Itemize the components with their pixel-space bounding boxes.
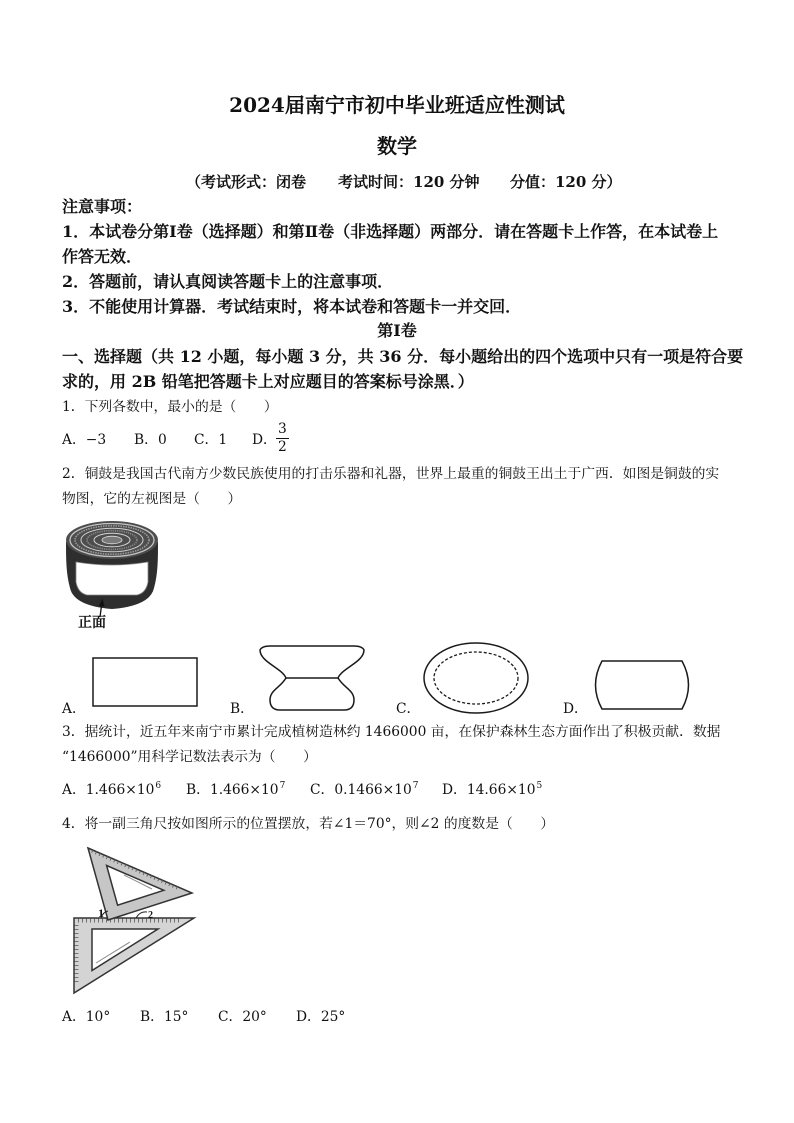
question-2-option-d: D．	[563, 701, 588, 717]
option-text: −3	[85, 432, 107, 448]
angle-1-label: 1	[98, 906, 104, 920]
option-exponent: 7	[279, 781, 286, 791]
lower-set-square	[74, 918, 194, 993]
question-4-option-b	[140, 1008, 188, 1026]
subject-title: 数学	[377, 134, 417, 158]
question-3-option-d	[442, 781, 542, 801]
question-2-option-c: C．	[396, 701, 421, 717]
question-1-option-b	[134, 431, 167, 449]
question-3-stem: 3．据统计，近五年来南宁市累计完成植树造林约 1466000 亩，在保护森林生态方面作出了积极贡献．数据	[62, 724, 721, 740]
option-base: 1.466×10	[209, 782, 279, 798]
exam-duration: 考试时间：120 分钟	[338, 173, 480, 191]
question-4-option-a	[62, 1008, 110, 1026]
option-text: 25°	[320, 1009, 346, 1025]
angle-2-arc	[136, 912, 147, 918]
notice-line: 1．本试卷分第Ⅰ卷（选择题）和第Ⅱ卷（非选择题）两部分．请在答题卡上作答，在本试卷上	[62, 222, 719, 241]
question-3-option-a	[62, 781, 161, 801]
question-3-stem: “1466000”用科学记数法表示为（ ）	[62, 749, 317, 765]
fraction-denominator: 2	[278, 439, 287, 455]
question-3-option-b	[186, 781, 285, 801]
fraction-numerator: 3	[278, 421, 287, 437]
exam-score: 分值：120 分）	[510, 173, 622, 191]
option-label: B．	[140, 1009, 164, 1025]
option-label: C．	[310, 782, 335, 798]
section-instruction: 一、选择题（共 12 小题，每小题 3 分，共 36 分．每小题给出的四个选项中只有一项是符合要	[62, 347, 744, 366]
exam-title: 2024届南宁市初中毕业班适应性测试	[229, 93, 565, 117]
option-label: B．	[186, 782, 210, 798]
question-1-option-c	[194, 431, 227, 449]
rectangle-view-icon	[92, 656, 200, 708]
hourglass-profile-view-icon	[256, 644, 368, 714]
option-text: 20°	[242, 1009, 267, 1025]
option-label: D．	[296, 1009, 321, 1025]
option-label: A．	[62, 1009, 86, 1025]
option-exponent: 5	[536, 781, 543, 791]
option-exponent: 6	[155, 781, 162, 791]
option-base: 1.466×10	[85, 782, 155, 798]
front-view-label: 正面	[78, 615, 106, 631]
option-exponent: 7	[412, 781, 419, 791]
ellipse-view-icon	[421, 641, 531, 715]
question-1-stem: 1．下列各数中，最小的是（ ）	[62, 399, 278, 415]
drum-front-panel	[76, 562, 148, 595]
question-2-stem: 2．铜鼓是我国古代南方少数民族使用的打击乐器和礼器，世界上最重的铜鼓王出土于广西．如图是铜鼓的实	[62, 466, 720, 482]
question-2-stem: 物图，它的左视图是（ ）	[62, 491, 242, 507]
section-instruction: 求的，用 2B 铅笔把答题卡上对应题目的答案标号涂黑．）	[62, 372, 474, 391]
option-base: 14.66×10	[466, 782, 536, 798]
exam-format: （考试形式：闭卷	[186, 173, 307, 191]
option-label: D．	[252, 432, 277, 448]
question-2-option-a: A．	[62, 701, 86, 717]
option-label: C．	[218, 1009, 243, 1025]
option-text: 15°	[163, 1009, 189, 1025]
bronze-drum-figure	[62, 518, 162, 618]
question-4-option-c	[218, 1008, 267, 1026]
option-label: A．	[62, 782, 86, 798]
angle-2-label: 2	[148, 910, 153, 921]
option-label: A．	[62, 432, 86, 448]
question-1-option-a	[62, 431, 106, 449]
option-label: C．	[194, 432, 219, 448]
option-base: 0.1466×10	[334, 782, 412, 798]
set-squares-figure	[70, 845, 196, 995]
question-1-option-d	[252, 431, 277, 449]
question-2-option-b: B．	[230, 701, 254, 717]
option-text: 10°	[85, 1009, 111, 1025]
notice-line: 作答无效．	[62, 247, 143, 266]
notice-heading: 注意事项：	[62, 197, 143, 216]
option-label: B．	[134, 432, 158, 448]
option-label: D．	[442, 782, 467, 798]
question-4-option-d	[296, 1008, 345, 1026]
question-4-stem: 4．将一副三角尺按如图所示的位置摆放，若∠1＝70°，则∠2 的度数是（ ）	[62, 816, 555, 832]
fraction	[276, 421, 289, 456]
question-3-option-c	[310, 781, 419, 801]
notice-line: 3．不能使用计算器．考试结束时，将本试卷和答题卡一并交回．	[62, 297, 522, 316]
part-title: 第Ⅰ卷	[377, 321, 417, 340]
option-text: 0	[157, 432, 167, 448]
barrel-view-icon	[589, 658, 695, 712]
option-text: 1	[218, 432, 228, 448]
notice-line: 2．答题前，请认真阅读答题卡上的注意事项．	[62, 272, 394, 291]
